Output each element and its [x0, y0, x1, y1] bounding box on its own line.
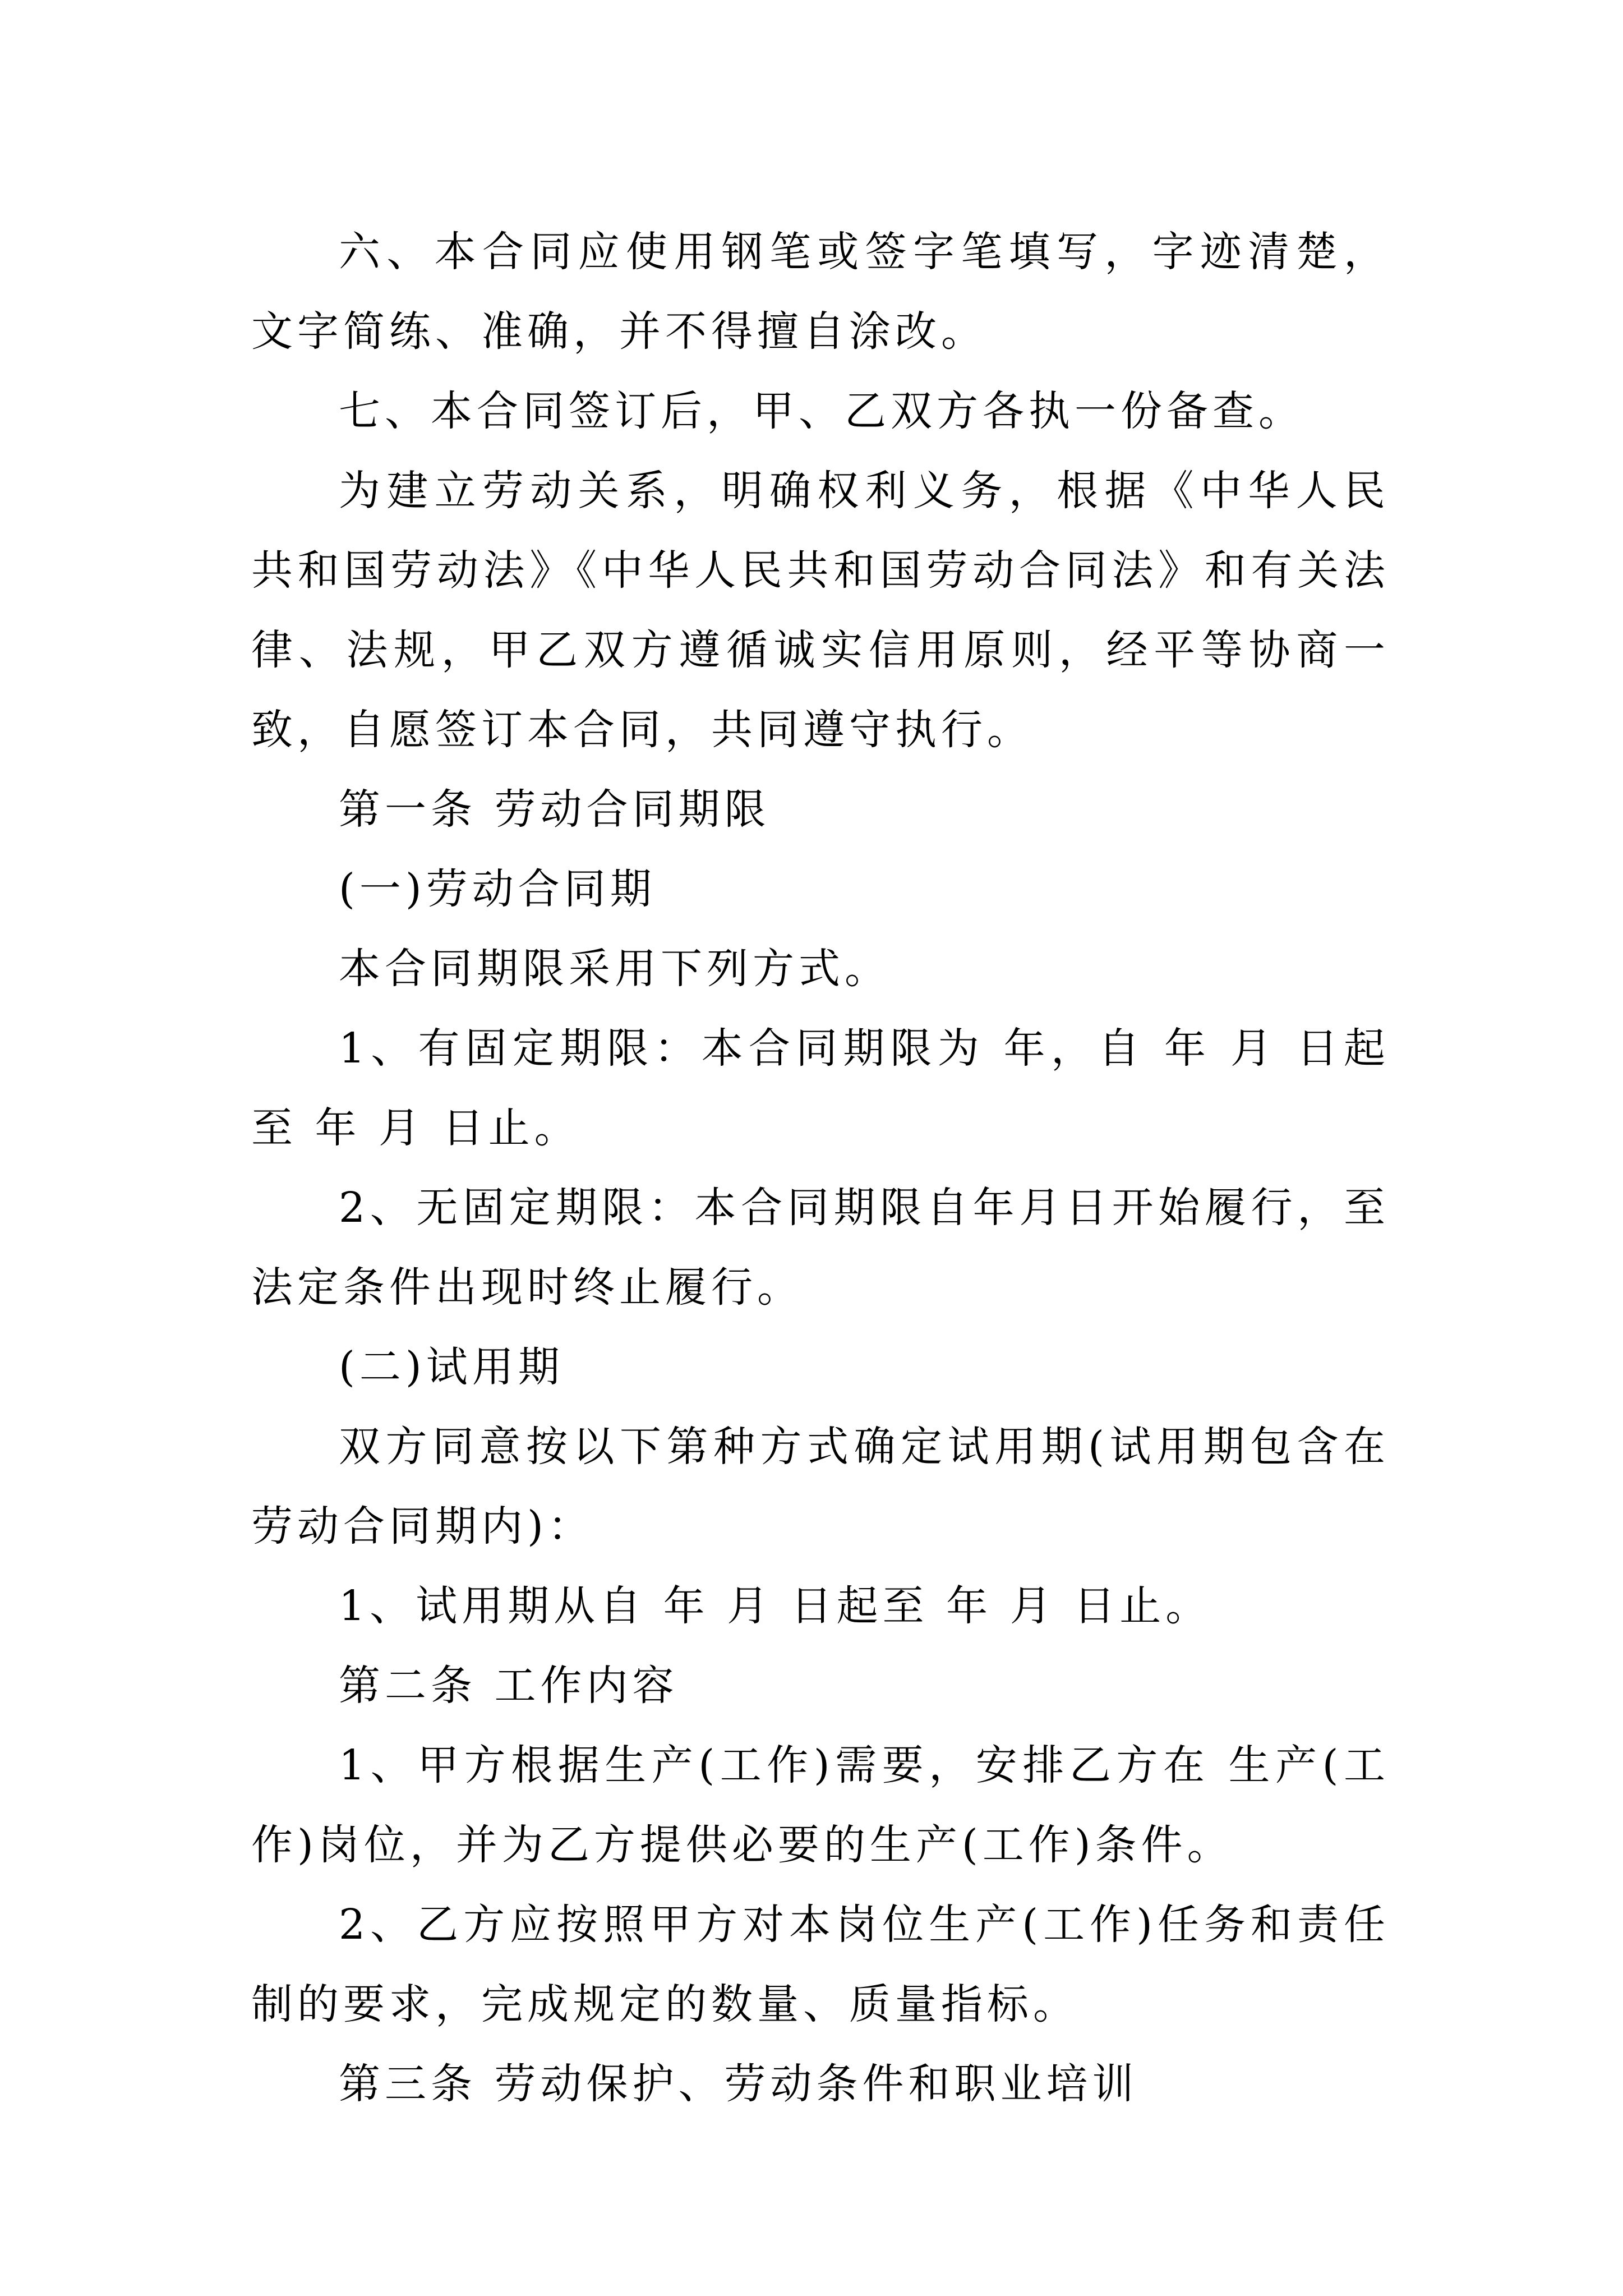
paragraph-clause-6: 六、本合同应使用钢笔或签字笔填写，字迹清楚，文字简练、准确，并不得擅自涂改。 — [251, 228, 1390, 356]
paragraph-term-method: 本合同期限采用下列方式。 — [339, 945, 891, 993]
paragraph-fixed-term: 1、有固定期限：本合同期限为 年，自 年 月 日起至 年 月 日止。 — [251, 1024, 1390, 1152]
paragraph-open-term: 2、无固定期限：本合同期限自年月日开始履行，至法定条件出现时终止履行。 — [251, 1184, 1390, 1312]
paragraph-probation-period: 1、试用期从自 年 月 日起至 年 月 日止。 — [339, 1582, 1212, 1630]
section-probation-heading: (二)试用期 — [339, 1343, 564, 1391]
paragraph-work-requirements: 2、乙方应按照甲方对本岗位生产(工作)任务和责任制的要求，完成规定的数量、质量指标。 — [251, 1901, 1390, 2028]
section-contract-term-heading: (一)劳动合同期 — [339, 865, 656, 913]
paragraph-clause-7: 七、本合同签订后，甲、乙双方各执一份备查。 — [339, 387, 1304, 435]
article-1-heading: 第一条 劳动合同期限 — [339, 785, 771, 834]
paragraph-preamble: 为建立劳动关系，明确权利义务，根据《中华人民共和国劳动法》《中华人民共和国劳动合同法》和有关法律、法规，甲乙双方遵循诚实信用原则，经平等协商一致，自愿签订本合同，共同遵守执行。 — [251, 467, 1390, 754]
article-3-heading: 第三条 劳动保护、劳动条件和职业培训 — [339, 2060, 1138, 2108]
document-body — [251, 212, 1390, 2124]
article-2-heading: 第二条 工作内容 — [339, 1662, 679, 1710]
paragraph-work-assignment: 1、甲方根据生产(工作)需要，安排乙方在 生产(工作)岗位，并为乙方提供必要的生产(工作)条件。 — [251, 1741, 1390, 1869]
paragraph-probation-method: 双方同意按以下第种方式确定试用期(试用期包含在劳动合同期内)： — [251, 1423, 1390, 1550]
